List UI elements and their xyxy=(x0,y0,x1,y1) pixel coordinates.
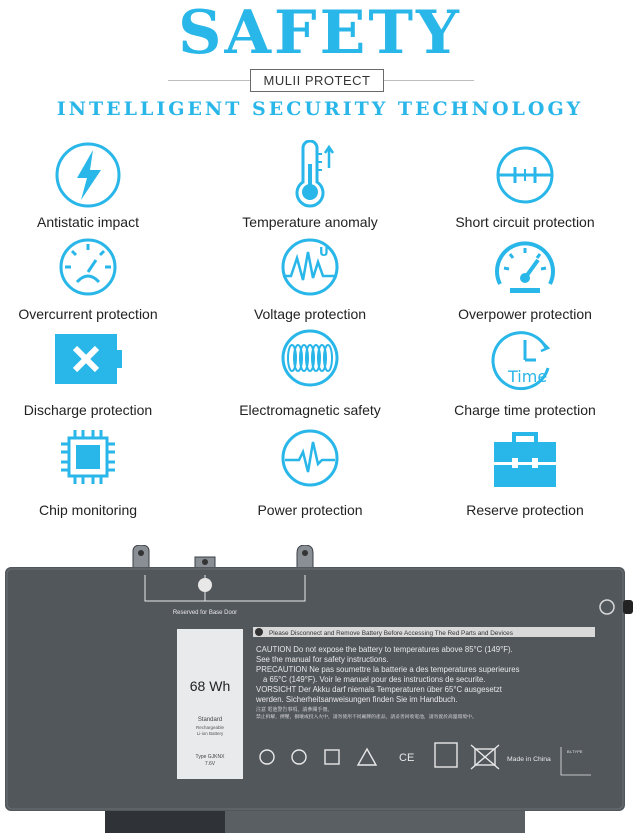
feature-electromagnetic xyxy=(210,328,410,418)
feature-label: Power protection xyxy=(257,502,363,518)
battery-image xyxy=(5,545,635,833)
caution-line: PRECAUTION Ne pas soumettre la batterie a des temperatures superieures xyxy=(256,665,520,674)
caution-line: werden. Sicherheitsanweisungen finden Sie im Handbuch. xyxy=(256,695,458,704)
feature-temperature xyxy=(210,140,410,230)
caution-line: 注意 電池警告事項，請參閱手冊。 xyxy=(256,707,333,713)
battery-x-icon xyxy=(53,328,123,398)
standard-text: Standard xyxy=(197,717,223,723)
feature-overcurrent xyxy=(0,232,188,322)
lightning-icon xyxy=(53,140,123,210)
feature-power xyxy=(210,428,410,518)
feature-label: Temperature anomaly xyxy=(242,214,378,230)
feature-overpower xyxy=(425,232,625,322)
warning-text: Please Disconnect and Remove Battery Before Accessing The Red Parts and Devices xyxy=(269,630,513,637)
divider-left xyxy=(168,80,250,81)
svg-text:Time: Time xyxy=(508,367,548,386)
caution-line: 禁止拆解，擠壓，損壞或投入火中，請勿使用不同廠牌的產品，請妥善回收電池，請勿置於高溫環境中。 xyxy=(256,715,477,720)
heartbeat-icon xyxy=(275,428,345,498)
coil-icon xyxy=(275,328,345,398)
type-text: Type GJKNX xyxy=(195,754,225,760)
feature-label: Discharge protection xyxy=(23,402,153,418)
sad-gauge-icon xyxy=(53,232,123,302)
feature-label: Voltage protection xyxy=(253,306,367,322)
feature-short-circuit xyxy=(425,140,625,230)
feature-label: Electromagnetic safety xyxy=(239,402,381,418)
feature-label: Short circuit protection xyxy=(455,214,595,230)
voltage-text: 7.6V xyxy=(204,761,216,767)
feature-label: Reserve protection xyxy=(466,502,584,518)
ce-mark-icon: CE xyxy=(399,752,415,764)
feature-label: Antistatic impact xyxy=(37,214,139,230)
caution-line: CAUTION Do not expose the battery to temperatures above 85°C (149°F). xyxy=(256,645,513,654)
feature-voltage xyxy=(210,232,410,322)
divider-right xyxy=(384,80,474,81)
feature-label: Overcurrent protection xyxy=(18,306,158,322)
caution-line: a 65°C (149°F). Voir le manuel pour des instructions de securite. xyxy=(263,675,486,684)
caution-line: See the manual for safety instructions. xyxy=(256,655,389,664)
chip-icon xyxy=(53,428,123,498)
feature-chip xyxy=(0,428,188,518)
speedometer-icon xyxy=(490,232,560,302)
protect-badge: MULII PROTECT xyxy=(250,69,384,92)
toolbox-icon xyxy=(490,428,560,498)
short-circuit-icon xyxy=(490,140,560,210)
voltage-wave-icon xyxy=(275,232,345,302)
page-title: SAFETY xyxy=(178,0,462,68)
caution-line: VORSICHT Der Akku darf niemals Temperaturen über 65°C ausgesetzt xyxy=(256,685,502,694)
clock-icon xyxy=(490,328,560,398)
made-in-text: Made in China xyxy=(507,756,551,763)
chemistry-line2: Li-ion Battery xyxy=(196,731,224,736)
capacity-text: 68 Wh xyxy=(189,678,231,694)
corner-label: BI-TYPE xyxy=(567,749,583,754)
thermometer-icon xyxy=(275,140,345,210)
door-label: Reserved for Base Door xyxy=(172,610,238,616)
feature-reserve xyxy=(425,428,625,518)
feature-label: Chip monitoring xyxy=(38,502,138,518)
feature-label: Charge time protection xyxy=(454,402,596,418)
chemistry-line1: Rechargeable xyxy=(195,725,225,730)
feature-antistatic xyxy=(0,140,188,230)
page-subtitle: INTELLIGENT SECURITY TECHNOLOGY xyxy=(56,98,584,120)
feature-label: Overpower protection xyxy=(458,306,592,322)
feature-charge-time xyxy=(425,328,625,418)
svg-text:U: U xyxy=(319,245,329,259)
feature-discharge xyxy=(0,328,188,418)
